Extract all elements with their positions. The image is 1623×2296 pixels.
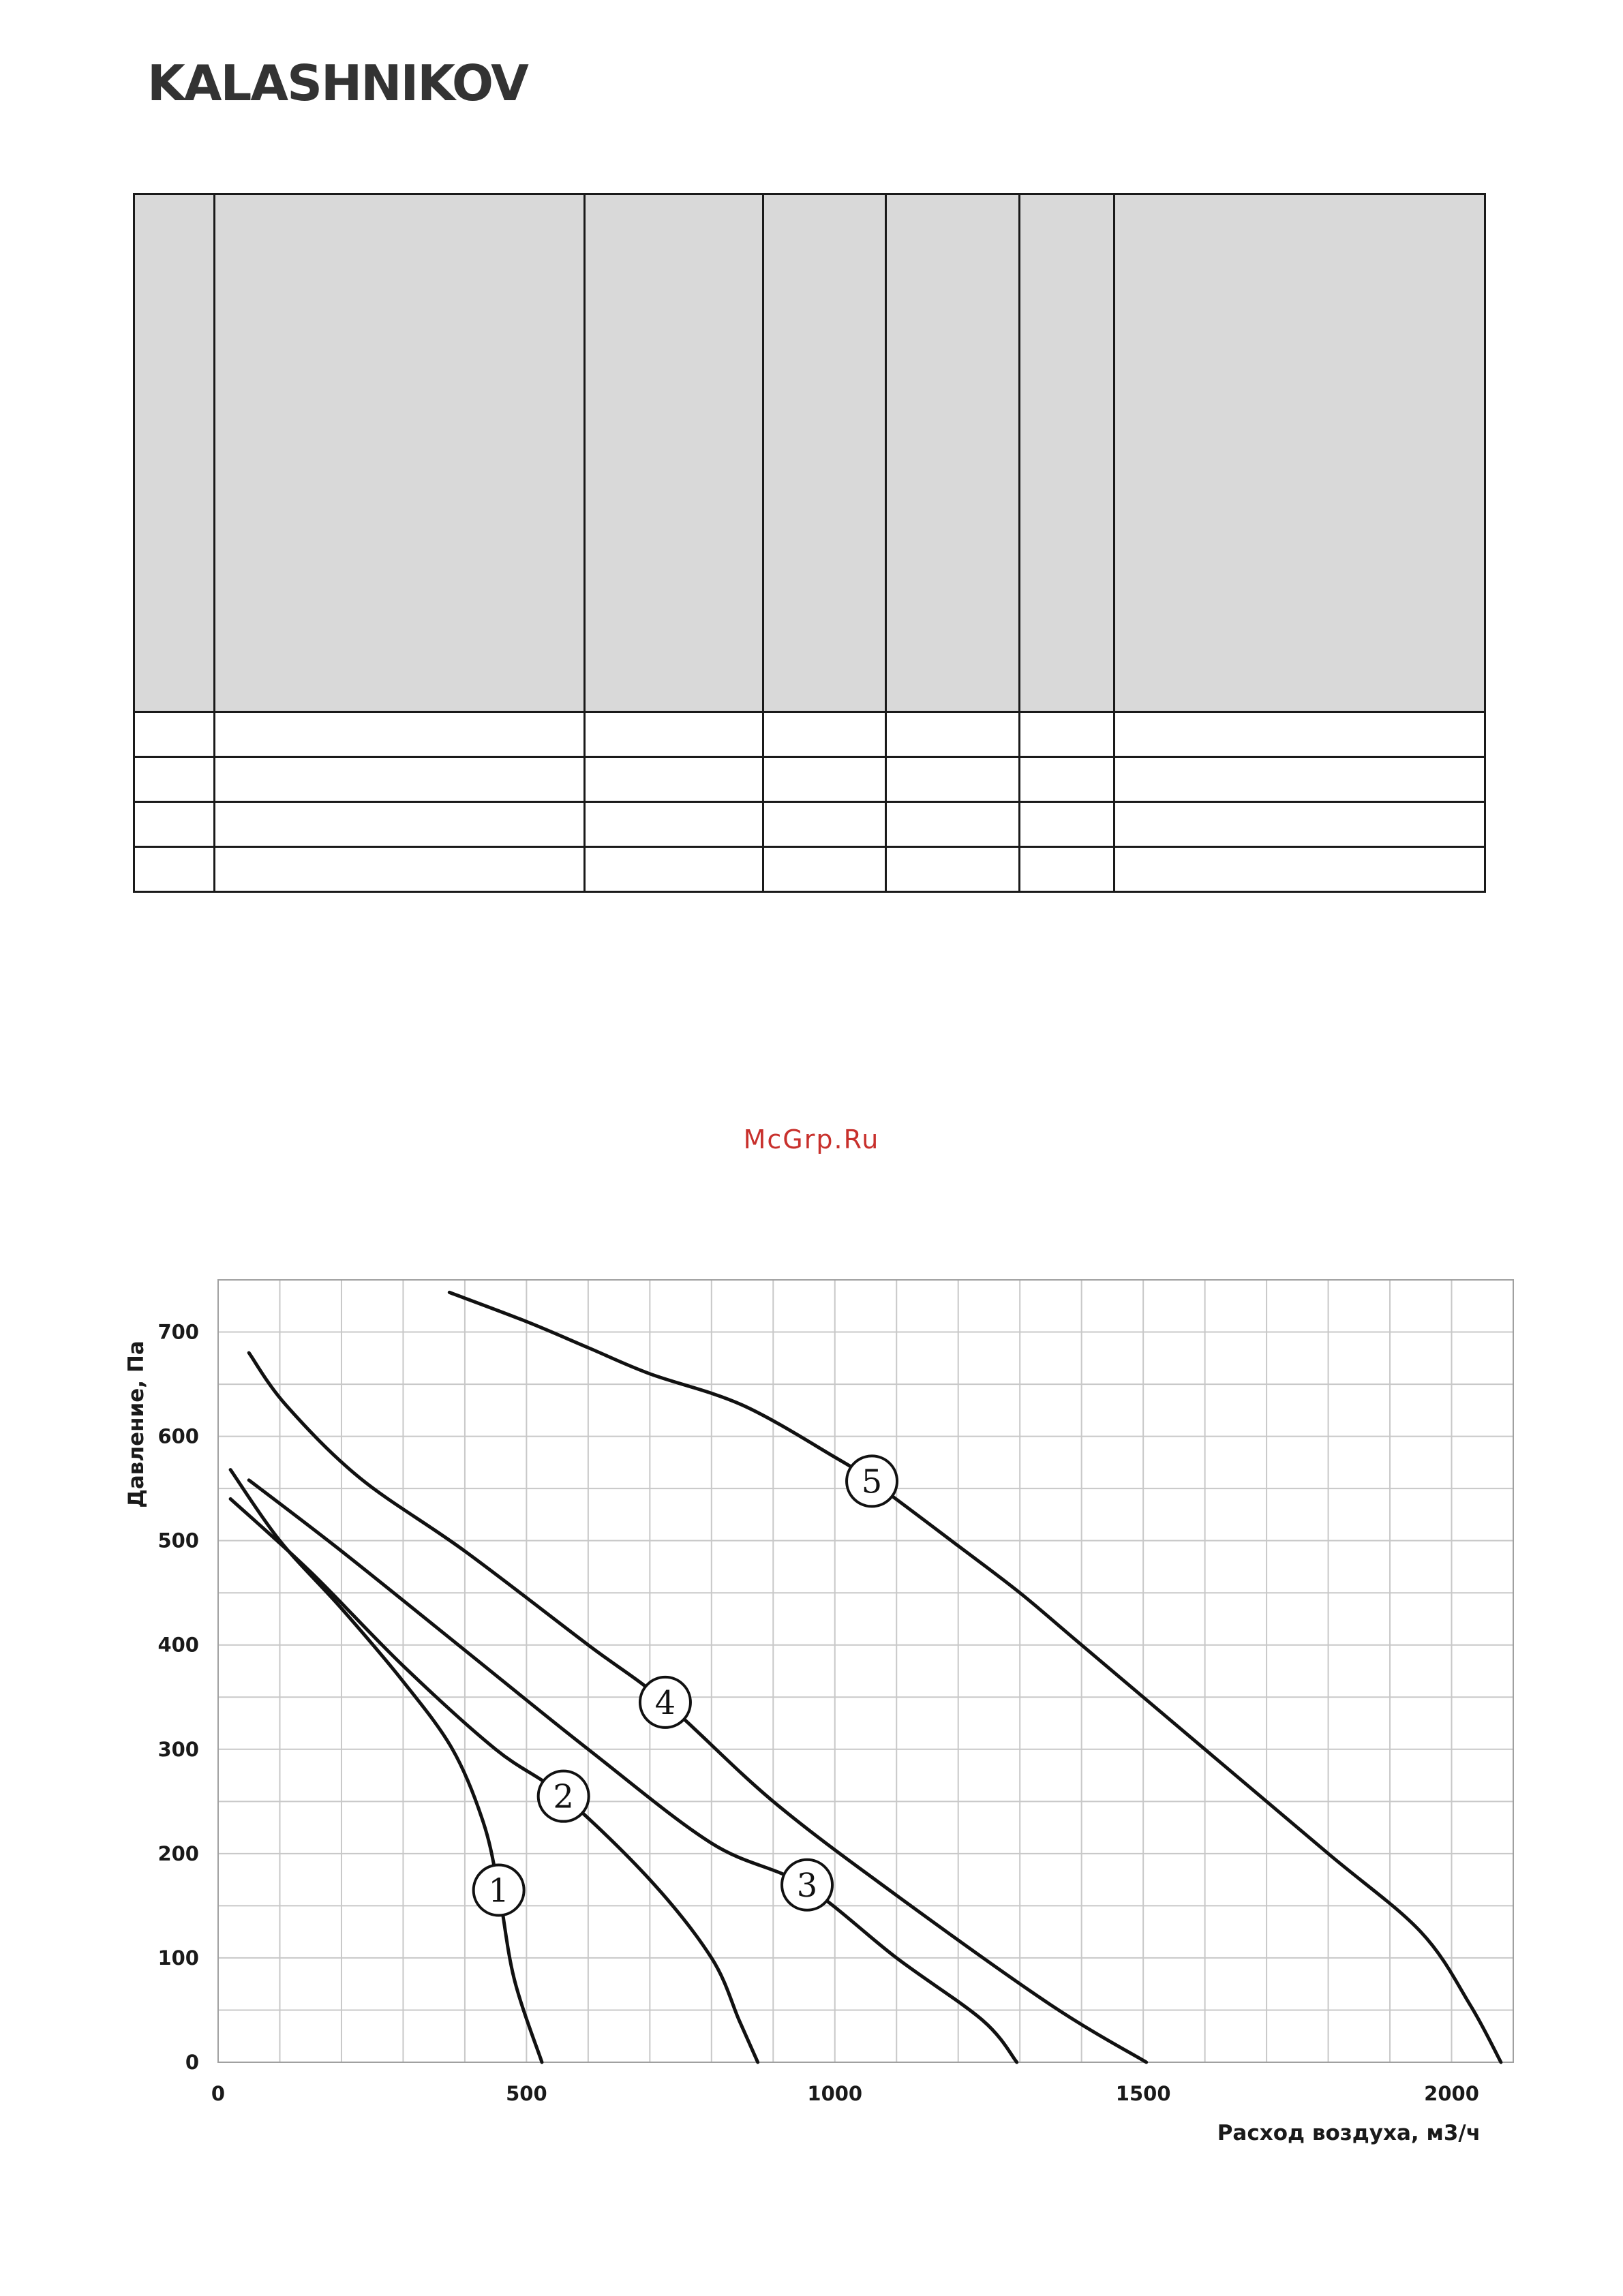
series-label-4: 4 (654, 1683, 676, 1722)
series-line-5 (449, 1292, 1501, 2062)
x-tick-label: 1000 (807, 2082, 863, 2105)
series-line-3 (249, 1480, 1017, 2062)
y-tick-label: 100 (157, 1946, 199, 1970)
x-tick-label: 1500 (1115, 2082, 1171, 2105)
x-tick-label: 0 (211, 2082, 226, 2105)
series-line-2 (230, 1499, 758, 2062)
series-line-1 (230, 1470, 542, 2062)
y-axis-label: Давление, Па (124, 1341, 149, 1508)
y-tick-label: 700 (157, 1320, 199, 1344)
x-tick-label: 2000 (1424, 2082, 1479, 2105)
chart-grid (218, 1280, 1513, 2062)
chart-series-labels (474, 1456, 897, 1915)
y-tick-label: 300 (157, 1737, 199, 1761)
series-line-4 (249, 1353, 1147, 2062)
series-label-2: 2 (553, 1777, 574, 1816)
x-tick-label: 500 (506, 2082, 547, 2105)
brand-logo: KALASHNIKOV (147, 55, 528, 112)
y-tick-label: 400 (157, 1633, 199, 1657)
y-tick-label: 200 (157, 1841, 199, 1865)
y-tick-label: 0 (185, 2051, 199, 2074)
series-label-3: 3 (796, 1866, 818, 1905)
series-label-1: 1 (488, 1871, 509, 1910)
series-label-5: 5 (861, 1463, 883, 1501)
plot-frame (218, 1280, 1513, 2062)
y-tick-label: 500 (157, 1529, 199, 1552)
y-tick-label: 600 (157, 1424, 199, 1448)
watermark: McGrp.Ru (743, 1124, 880, 1154)
chart-series (230, 1292, 1501, 2062)
x-axis-label: Расход воздуха, м3/ч (1217, 2121, 1481, 2145)
